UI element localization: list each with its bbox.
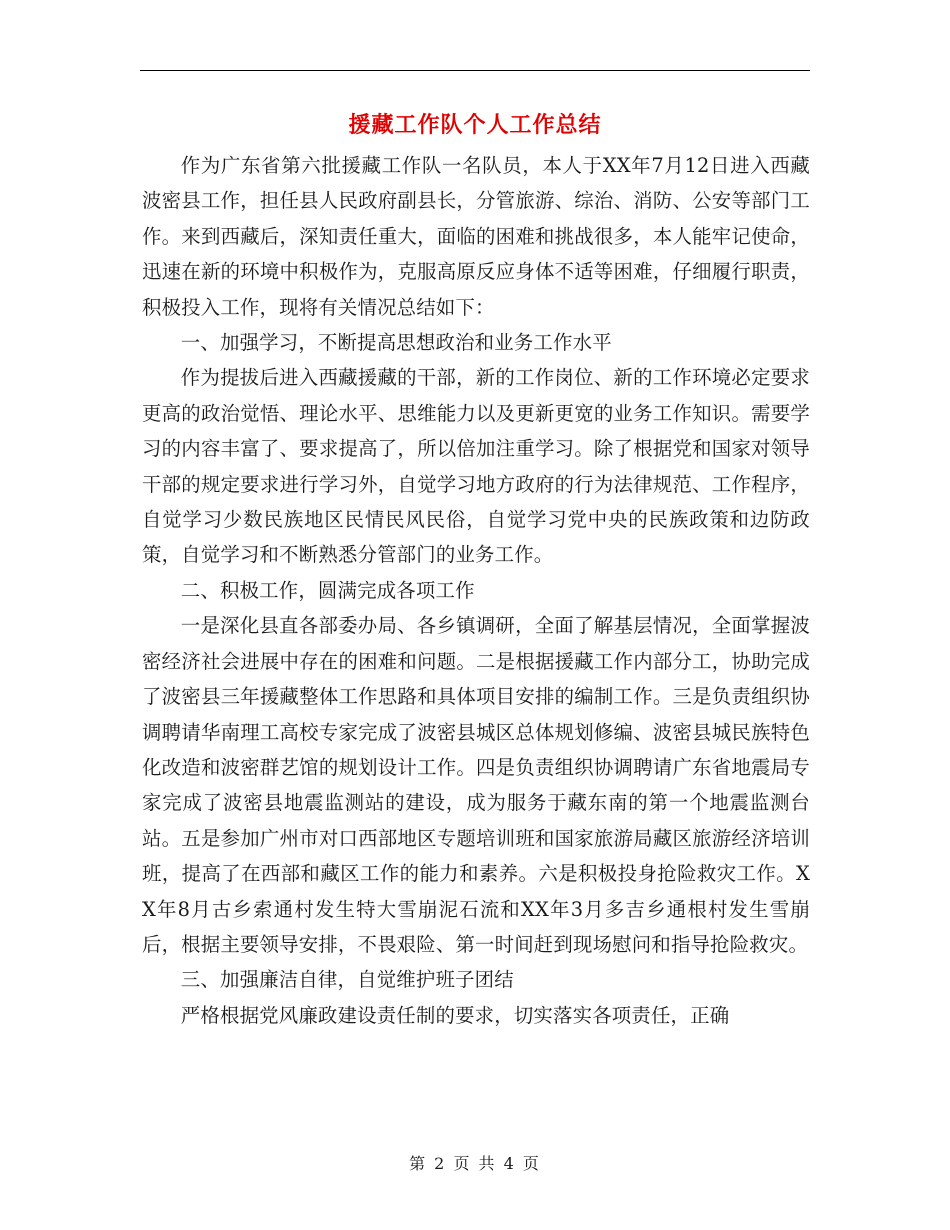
- header-rule: [140, 70, 810, 71]
- document-body: [142, 148, 810, 1033]
- section-heading: 二、积极工作，圆满完成各项工作: [180, 578, 475, 602]
- section-heading: 一、加强学习，不断提高思想政治和业务工作水平: [180, 331, 612, 355]
- body-paragraph: 作为广东省第六批援藏工作队一名队员，本人于XX年7月12日进入西藏波密县工作，担任县人民政府副县长，分管旅游、综治、消防、公安等部门工作。来到西藏后，深知责任重大，面临的困难和挑战很多，本人能牢记使命，迅速在新的环境中积极作为，克服高原反应身体不适等困难，仔细履行职责，积极投入工作，现将有关情况总结如下：: [142, 154, 810, 319]
- page-footer: 第 2 页 共 4 页: [409, 1154, 541, 1173]
- body-paragraph: 作为提拔后进入西藏援藏的干部，新的工作岗位、新的工作环境必定要求更高的政治觉悟、理论水平、思维能力以及更新更宽的业务工作知识。需要学习的内容丰富了、要求提高了，所以倍加注重学习。除了根据党和国家对领导干部的规定要求进行学习外，自觉学习地方政府的行为法律规范、工作程序，自觉学习少数民族地区民情民风民俗，自觉学习党中央的民族政策和边防政策，自觉学习和不断熟悉分管部门的业务工作。: [142, 366, 810, 567]
- body-paragraph: 一是深化县直各部委办局、各乡镇调研，全面了解基层情况，全面掌握波密经济社会进展中存在的困难和问题。二是根据援藏工作内部分工，协助完成了波密县三年援藏整体工作思路和具体项目安排的编制工作。三是负责组织协调聘请华南理工高校专家完成了波密县城区总体规划修编、波密县城民族特色化改造和波密群艺馆的规划设计工作。四是负责组织协调聘请广东省地震局专家完成了波密县地震监测站的建设，成为服务于藏东南的第一个地震监测台站。五是参加广州市对口西部地区专题培训班和国家旅游局藏区旅游经济培训班，提高了在西部和藏区工作的能力和素养。六是积极投身抢险救灾工作。XX年8月古乡索通村发生特大雪崩泥石流和XX年3月多吉乡通根村发生雪崩后，根据主要领导安排，不畏艰险、第一时间赶到现场慰问和指导抢险救灾。: [142, 614, 810, 956]
- document-title: 援藏工作队个人工作总结: [348, 112, 602, 138]
- body-paragraph: 严格根据党风廉政建设责任制的要求，切实落实各项责任，正确: [180, 1003, 730, 1027]
- section-heading: 三、加强廉洁自律，自觉维护班子团结: [180, 968, 514, 992]
